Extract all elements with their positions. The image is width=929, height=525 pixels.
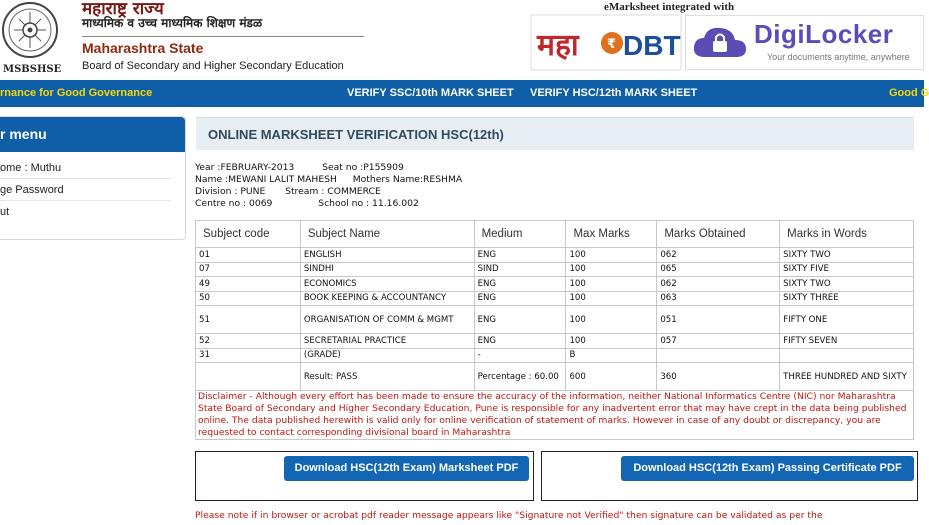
info-line-division — [195, 186, 381, 197]
svg-text:महा: महा — [537, 28, 579, 63]
sidebar-item-change-password[interactable]: ge Password — [0, 179, 171, 201]
state-name: Maharashtra State — [82, 40, 204, 56]
table-cell: 100 — [566, 334, 657, 349]
table-cell: 49 — [196, 277, 301, 292]
table-cell: 063 — [657, 291, 780, 306]
marksheet-download-panel — [195, 451, 534, 501]
table-row — [196, 348, 914, 363]
digilocker-wordmark: DigiLocker — [754, 19, 894, 49]
result-row — [196, 363, 914, 391]
table-cell: - — [474, 348, 566, 363]
table-cell: (GRADE) — [300, 348, 474, 363]
column-header: Marks Obtained — [657, 221, 780, 248]
navbar-slogan-right: Good G — [889, 87, 929, 99]
table-cell: 065 — [657, 262, 780, 277]
verify-ssc-link[interactable]: VERIFY SSC/10th MARK SHEET — [347, 87, 514, 99]
table-cell: SIXTY FIVE — [780, 262, 914, 277]
mother-name-value: Mothers Name:RESHMA — [352, 174, 463, 185]
percentage-cell: Percentage : 60.00 — [474, 363, 566, 391]
table-cell: 31 — [196, 348, 301, 363]
header-divider — [82, 36, 364, 37]
user-menu-sidebar — [0, 116, 186, 240]
table-cell: 100 — [566, 262, 657, 277]
centre-no-value: Centre no : 0069 — [195, 198, 273, 209]
main-title-bar — [196, 117, 914, 150]
table-cell — [780, 348, 914, 363]
page-title: ONLINE MARKSHEET VERIFICATION HSC(12th) — [208, 127, 504, 142]
info-line-name — [195, 174, 462, 185]
navbar-slogan-left: rnance for Good Governance — [0, 87, 153, 99]
column-header: Medium — [474, 221, 566, 248]
column-header: Subject Name — [300, 221, 474, 248]
table-row — [196, 262, 914, 277]
table-cell: FIFTY SEVEN — [780, 334, 914, 349]
table-cell: 01 — [196, 248, 301, 263]
table-cell: ENG — [474, 334, 566, 349]
total-max-marks-cell: 600 — [566, 363, 657, 391]
info-line-year — [195, 162, 404, 173]
table-cell: SIXTY TWO — [780, 248, 914, 263]
table-cell: 057 — [657, 334, 780, 349]
sidebar-title: r menu — [0, 117, 185, 152]
year-value: Year :FEBRUARY-2013 — [195, 162, 295, 173]
msbshse-emblem-logo — [0, 0, 62, 64]
table-cell — [657, 348, 780, 363]
marks-table — [195, 220, 914, 391]
table-row — [196, 248, 914, 263]
seat-no-value: Seat no :P155909 — [322, 162, 404, 173]
emarksheet-label: eMarksheet integrated with — [604, 1, 735, 13]
disclaimer-text: Disclaimer - Although every effort has been made to ensure the accuracy of the information, neither National Informatics Centre (NIC) nor Maharashtra State Board of Secondary and Higher Secondary Education, Pune is responsible for any inadvertent error that may have crept in the data being published online. The data published herewith is valid only for online verification of statement of marks. However in case of any doubt or discrepancy, you are requested to contact corresponding divisional board in Maharashtra — [195, 390, 914, 440]
table-cell: 50 — [196, 291, 301, 306]
table-cell: 062 — [657, 277, 780, 292]
signature-note: Please note if in browser or acrobat pdf reader message appears like "Signature not Verified" then signature can be validated as per the — [195, 510, 823, 521]
column-header: Max Marks — [566, 221, 657, 248]
result-cell: Result: PASS — [300, 363, 474, 391]
table-cell — [196, 363, 301, 391]
table-header-row — [196, 221, 914, 248]
table-cell: 07 — [196, 262, 301, 277]
table-cell: BOOK KEEPING & ACCOUNTANCY — [300, 291, 474, 306]
table-row — [196, 291, 914, 306]
sidebar-item-logout[interactable]: ut — [0, 206, 10, 218]
download-certificate-button[interactable]: Download HSC(12th Exam) Passing Certificate PDF — [621, 456, 914, 481]
digilocker-tagline: Your documents anytime, anywhere — [767, 52, 910, 62]
logo-caption: MSBSHSE — [3, 64, 62, 75]
certificate-download-panel — [541, 451, 918, 501]
table-cell: ENG — [474, 248, 566, 263]
download-marksheet-button[interactable]: Download HSC(12th Exam) Marksheet PDF — [284, 456, 529, 481]
table-cell: SINDHI — [300, 262, 474, 277]
mahadbt-logo — [531, 15, 681, 70]
digilocker-logo — [685, 15, 924, 70]
table-cell: SIXTY THREE — [780, 291, 914, 306]
table-cell: 51 — [196, 306, 301, 334]
table-cell: ENGLISH — [300, 248, 474, 263]
verify-hsc-link[interactable]: VERIFY HSC/12th MARK SHEET — [530, 87, 698, 99]
stream-value: Stream : COMMERCE — [285, 186, 381, 197]
column-header: Subject code — [196, 221, 301, 248]
table-cell: ECONOMICS — [300, 277, 474, 292]
table-cell: 100 — [566, 291, 657, 306]
table-cell: ENG — [474, 277, 566, 292]
table-cell: SECRETARIAL PRACTICE — [300, 334, 474, 349]
table-cell: 52 — [196, 334, 301, 349]
cloud-lock-icon — [691, 23, 749, 63]
info-line-centre — [195, 198, 419, 209]
table-cell: SIXTY TWO — [780, 277, 914, 292]
column-header: Marks in Words — [780, 221, 914, 248]
site-header — [0, 0, 924, 77]
table-cell: 100 — [566, 306, 657, 334]
table-row — [196, 334, 914, 349]
table-row — [196, 306, 914, 334]
marathi-subtitle: माध्यमिक व उच्च माध्यमिक शिक्षण मंडळ — [82, 16, 263, 30]
table-cell: 051 — [657, 306, 780, 334]
table-cell: ENG — [474, 306, 566, 334]
total-words-cell: THREE HUNDRED AND SIXTY — [780, 363, 914, 391]
board-name: Board of Secondary and Higher Secondary Education — [82, 60, 344, 72]
svg-text:DBT: DBT — [623, 30, 681, 61]
table-cell: 100 — [566, 248, 657, 263]
student-name-value: Name :MEWANI LALIT MAHESH — [195, 174, 337, 185]
table-cell: B — [566, 348, 657, 363]
table-cell: ENG — [474, 291, 566, 306]
table-cell: SIND — [474, 262, 566, 277]
table-cell: ORGANISATION OF COMM & MGMT — [300, 306, 474, 334]
table-cell: FIFTY ONE — [780, 306, 914, 334]
table-cell: 100 — [566, 277, 657, 292]
total-obtained-cell: 360 — [657, 363, 780, 391]
sidebar-item-welcome[interactable]: ome : Muthu — [0, 157, 171, 179]
table-row — [196, 277, 914, 292]
table-cell: 062 — [657, 248, 780, 263]
school-no-value: School no : 11.16.002 — [318, 198, 419, 209]
svg-text:₹: ₹ — [607, 37, 617, 52]
division-value: Division : PUNE — [195, 186, 266, 197]
top-navbar — [0, 80, 929, 107]
marathi-title: महाराष्ट्र राज्य — [82, 0, 164, 19]
